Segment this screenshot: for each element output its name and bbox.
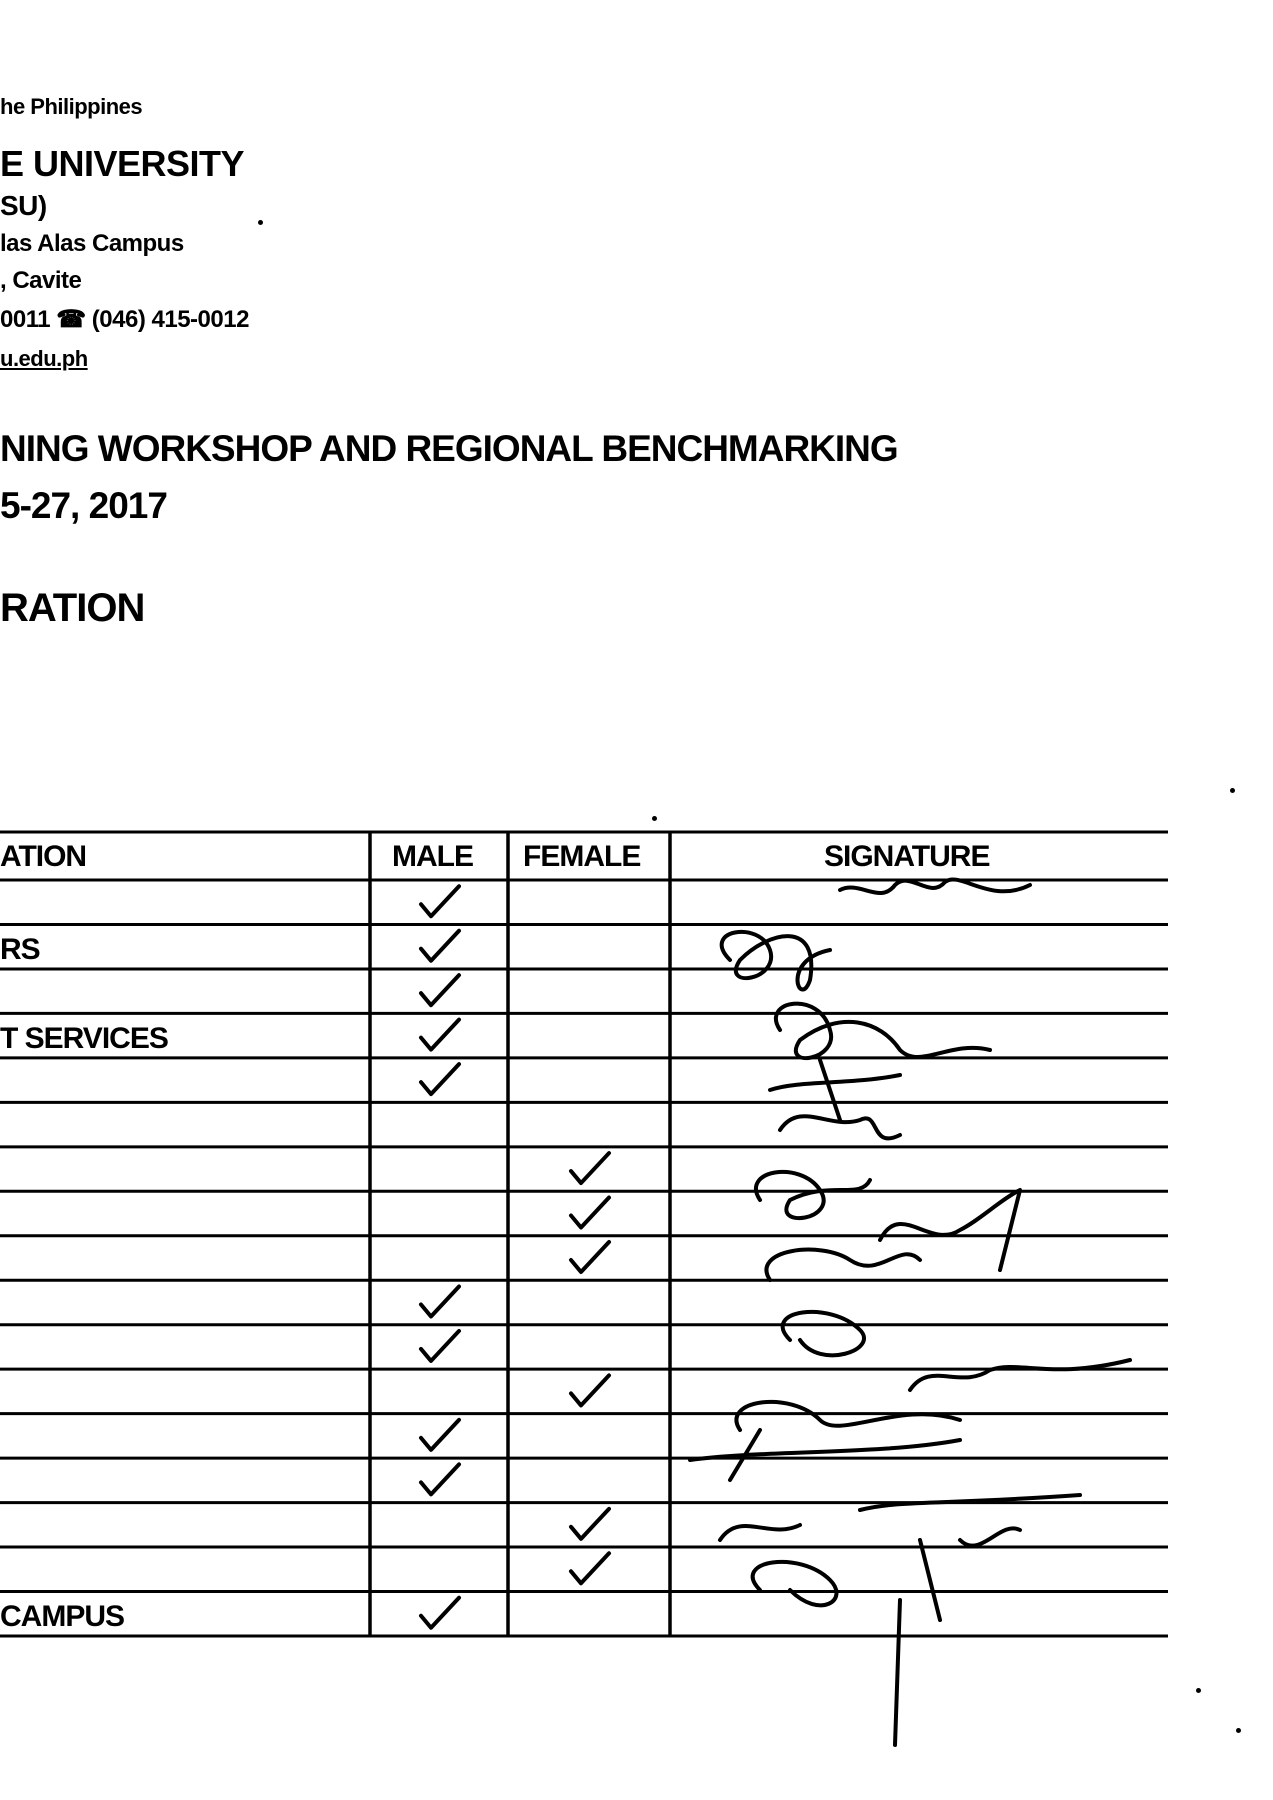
header-country: he Philippines	[0, 94, 143, 119]
check-mark-female	[571, 1242, 609, 1272]
handwritten-signature	[910, 1360, 1130, 1390]
check-marks	[421, 886, 609, 1628]
row-designation: CAMPUS	[0, 1600, 125, 1633]
handwritten-signature	[756, 1172, 870, 1218]
check-mark-male	[421, 1064, 459, 1094]
check-mark-male	[421, 1286, 459, 1316]
col-header-female: FEMALE	[523, 840, 641, 873]
check-mark-female	[571, 1375, 609, 1405]
check-mark-male	[421, 975, 459, 1005]
col-header-male: MALE	[392, 840, 473, 873]
handwritten-signature	[753, 1528, 1020, 1620]
check-mark-female	[571, 1153, 609, 1183]
event-title: NING WORKSHOP AND REGIONAL BENCHMARKING	[0, 428, 898, 469]
row-labels	[0, 933, 168, 1633]
header-phone: 0011 ☎ (046) 415-0012	[0, 306, 249, 333]
header-acronym: SU)	[0, 190, 47, 221]
col-header-designation: ATION	[0, 840, 87, 873]
handwritten-signature	[770, 1060, 900, 1120]
check-mark-male	[421, 931, 459, 961]
row-designation: RS	[0, 932, 40, 966]
check-mark-male	[421, 1020, 459, 1050]
table-grid	[0, 832, 1168, 1636]
handwritten-signature	[766, 1250, 920, 1280]
header-university: E UNIVERSITY	[0, 143, 245, 184]
check-mark-male	[421, 1598, 459, 1628]
handwritten-signature	[690, 1430, 960, 1480]
row-designation: T SERVICES	[0, 1021, 168, 1055]
check-mark-female	[571, 1553, 609, 1583]
header-campus: las Alas Campus	[0, 230, 184, 257]
handwritten-signature	[783, 1312, 864, 1355]
check-mark-female	[571, 1509, 609, 1539]
event-date: 5-27, 2017	[0, 485, 167, 526]
handwritten-signature	[736, 1402, 960, 1430]
signatures	[690, 879, 1130, 1745]
handwritten-signature	[776, 1004, 990, 1058]
check-mark-male	[421, 1420, 459, 1450]
handwritten-signature	[895, 1600, 900, 1745]
col-header-signature: SIGNATURE	[824, 840, 990, 873]
registration-heading: RATION	[0, 586, 145, 630]
handwritten-signature	[722, 932, 830, 990]
check-mark-male	[421, 886, 459, 916]
header-location: , Cavite	[0, 267, 82, 294]
check-mark-male	[421, 1331, 459, 1361]
header-website: u.edu.ph	[0, 346, 88, 371]
check-mark-female	[571, 1198, 609, 1228]
check-mark-male	[421, 1464, 459, 1494]
handwritten-signature	[880, 1190, 1020, 1270]
